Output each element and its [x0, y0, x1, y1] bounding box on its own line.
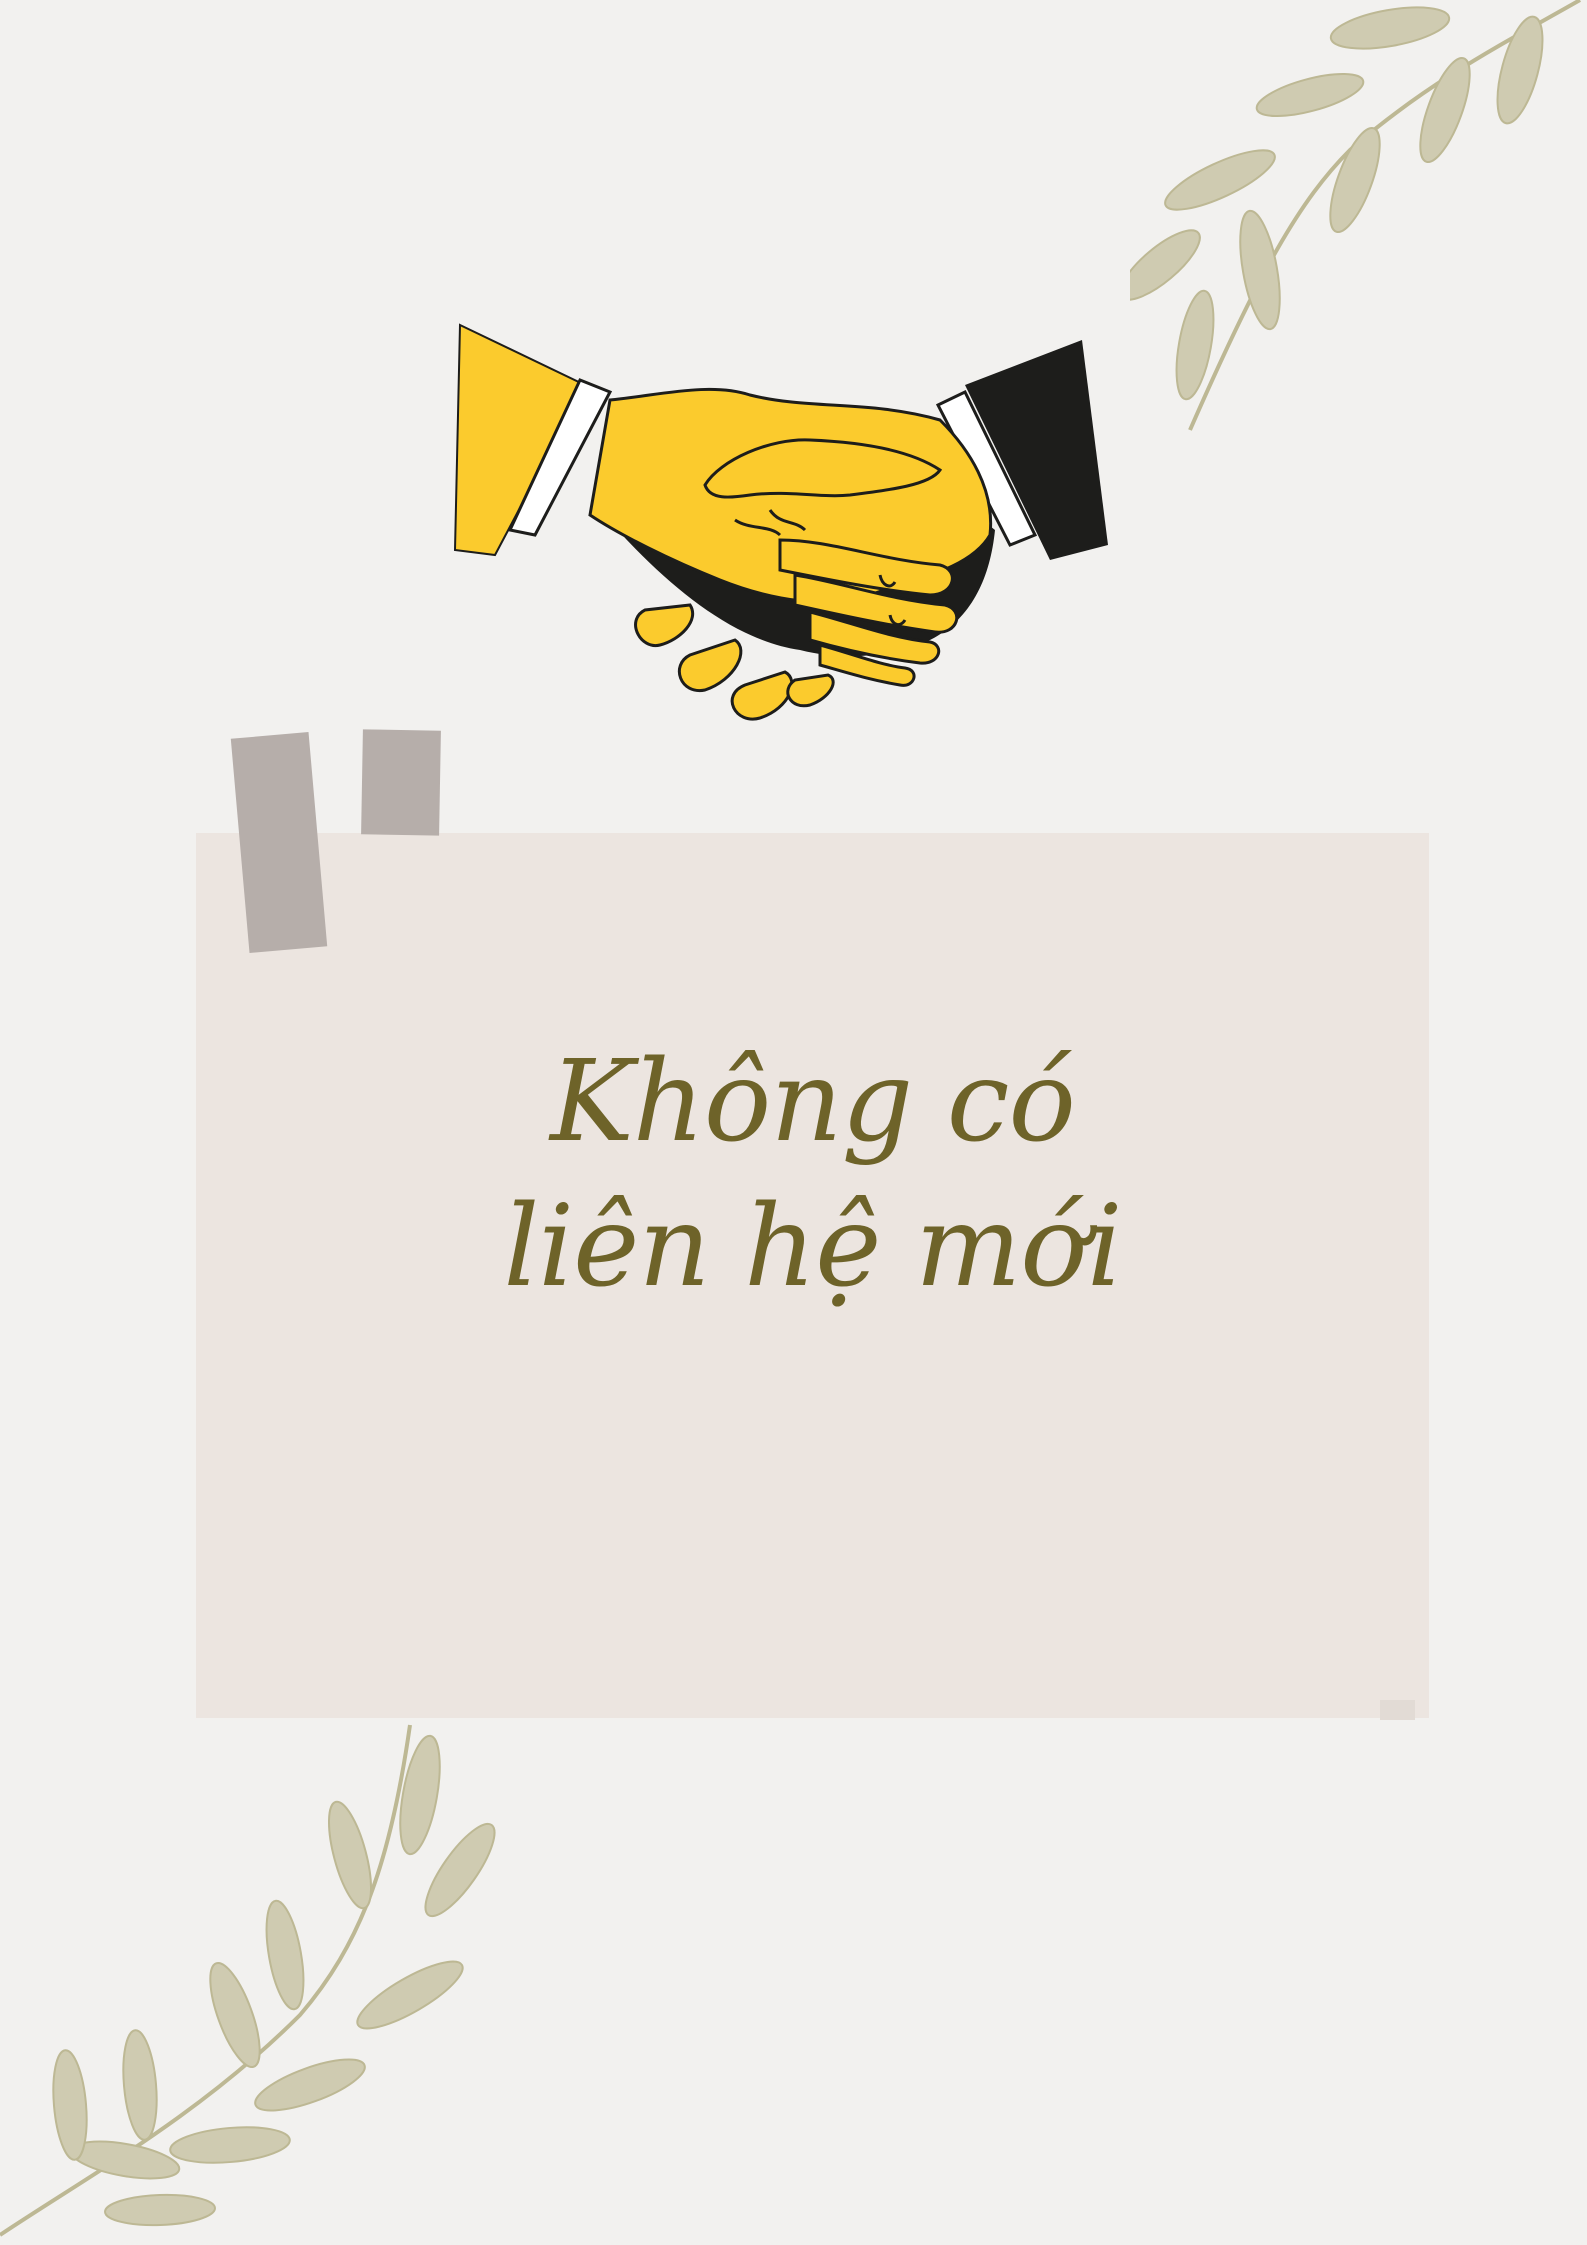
empty-state-message: [196, 1030, 1429, 1320]
tape-strip-right: [361, 729, 441, 835]
message-line-2: liên hệ mới: [503, 1182, 1122, 1312]
note-card-corner: [1380, 1700, 1415, 1720]
message-line-1: Không có: [550, 1037, 1075, 1167]
leaf-branch-bottom-icon: [0, 1715, 520, 2245]
leaf-branch-top-icon: [1130, 0, 1587, 440]
handshake-icon: [450, 320, 1130, 740]
